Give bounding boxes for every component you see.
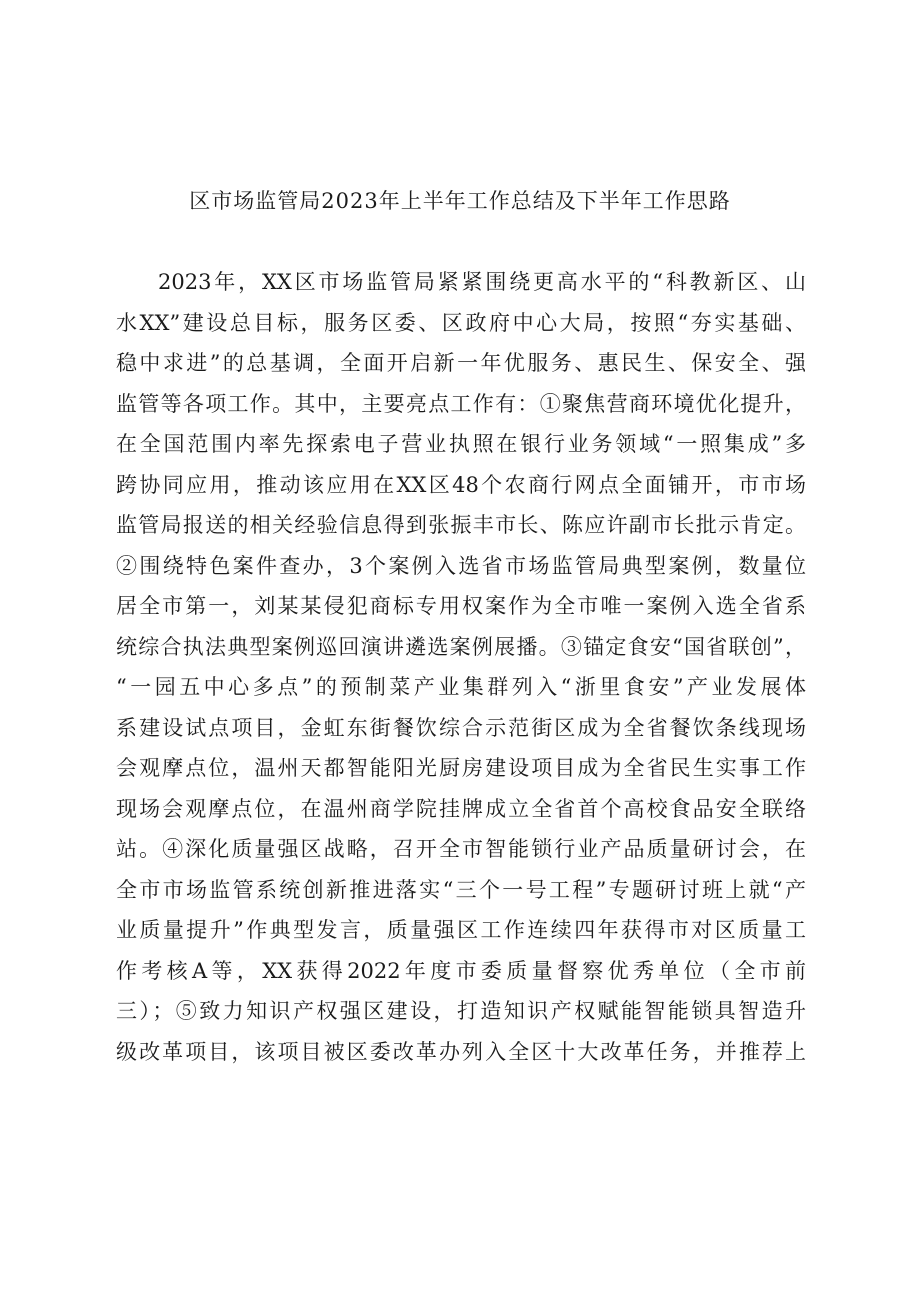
body-line: 站。④深化质量强区战略，召开全市智能锁行业产品质量研讨会，在: [116, 837, 806, 861]
body-line: 全市市场监管系统创新推进落实“三个一号工程”专题研讨班上就“产: [116, 877, 806, 902]
document-body: [116, 262, 806, 1072]
body-line: 在全国范围内率先探索电子营业执照在银行业务领域“一照集成”多: [116, 432, 806, 456]
body-line: 跨协同应用，推动该应用在XX区48个农商行网点全面铺开，市市场: [116, 472, 806, 497]
body-line: 级改革项目，该项目被区委改革办列入全区十大改革任务，并推荐上: [116, 1039, 806, 1064]
body-line: 统综合执法典型案例巡回演讲遴选案例展播。③锚定食安“国省联创”，: [116, 634, 806, 659]
body-line: 2023年，XX区市场监管局紧紧围绕更高水平的“科教新区、山: [158, 270, 806, 294]
body-line: 三）；⑤致力知识产权强区建设，打造知识产权赋能智能锁具智造升: [116, 999, 806, 1023]
body-line: ②围绕特色案件查办，3个案例入选省市场监管局典型案例，数量位: [116, 553, 806, 578]
body-line: 居全市第一，刘某某侵犯商标专用权案作为全市唯一案例入选全省系: [116, 594, 806, 618]
body-line: 监管等各项工作。其中，主要亮点工作有：①聚焦营商环境优化提升，: [116, 391, 806, 416]
body-line: 会观摩点位，温州天都智能阳光厨房建设项目成为全省民生实事工作: [116, 756, 806, 780]
body-line: 系建设试点项目，金虹东街餐饮综合示范街区成为全省餐饮条线现场: [116, 715, 806, 740]
body-line: 现场会观摩点位，在温州商学院挂牌成立全省首个高校食品安全联络: [116, 796, 806, 821]
document-title: 区市场监管局2023年上半年工作总结及下半年工作思路: [189, 189, 731, 213]
body-line: 监管局报送的相关经验信息得到张振丰市长、陈应许副市长批示肯定。: [116, 513, 806, 537]
body-line: 业质量提升”作典型发言，质量强区工作连续四年获得市对区质量工: [116, 918, 806, 942]
body-line: 水XX”建设总目标，服务区委、区政府中心大局，按照“夯实基础、: [116, 310, 806, 335]
body-line: 稳中求进”的总基调，全面开启新一年优服务、惠民生、保安全、强: [116, 351, 806, 375]
body-line: “一园五中心多点”的预制菜产业集群列入“浙里食安”产业发展体: [116, 675, 806, 699]
body-line: 作考核A等，XX获得2022年度市委质量督察优秀单位（全市前: [116, 958, 806, 983]
